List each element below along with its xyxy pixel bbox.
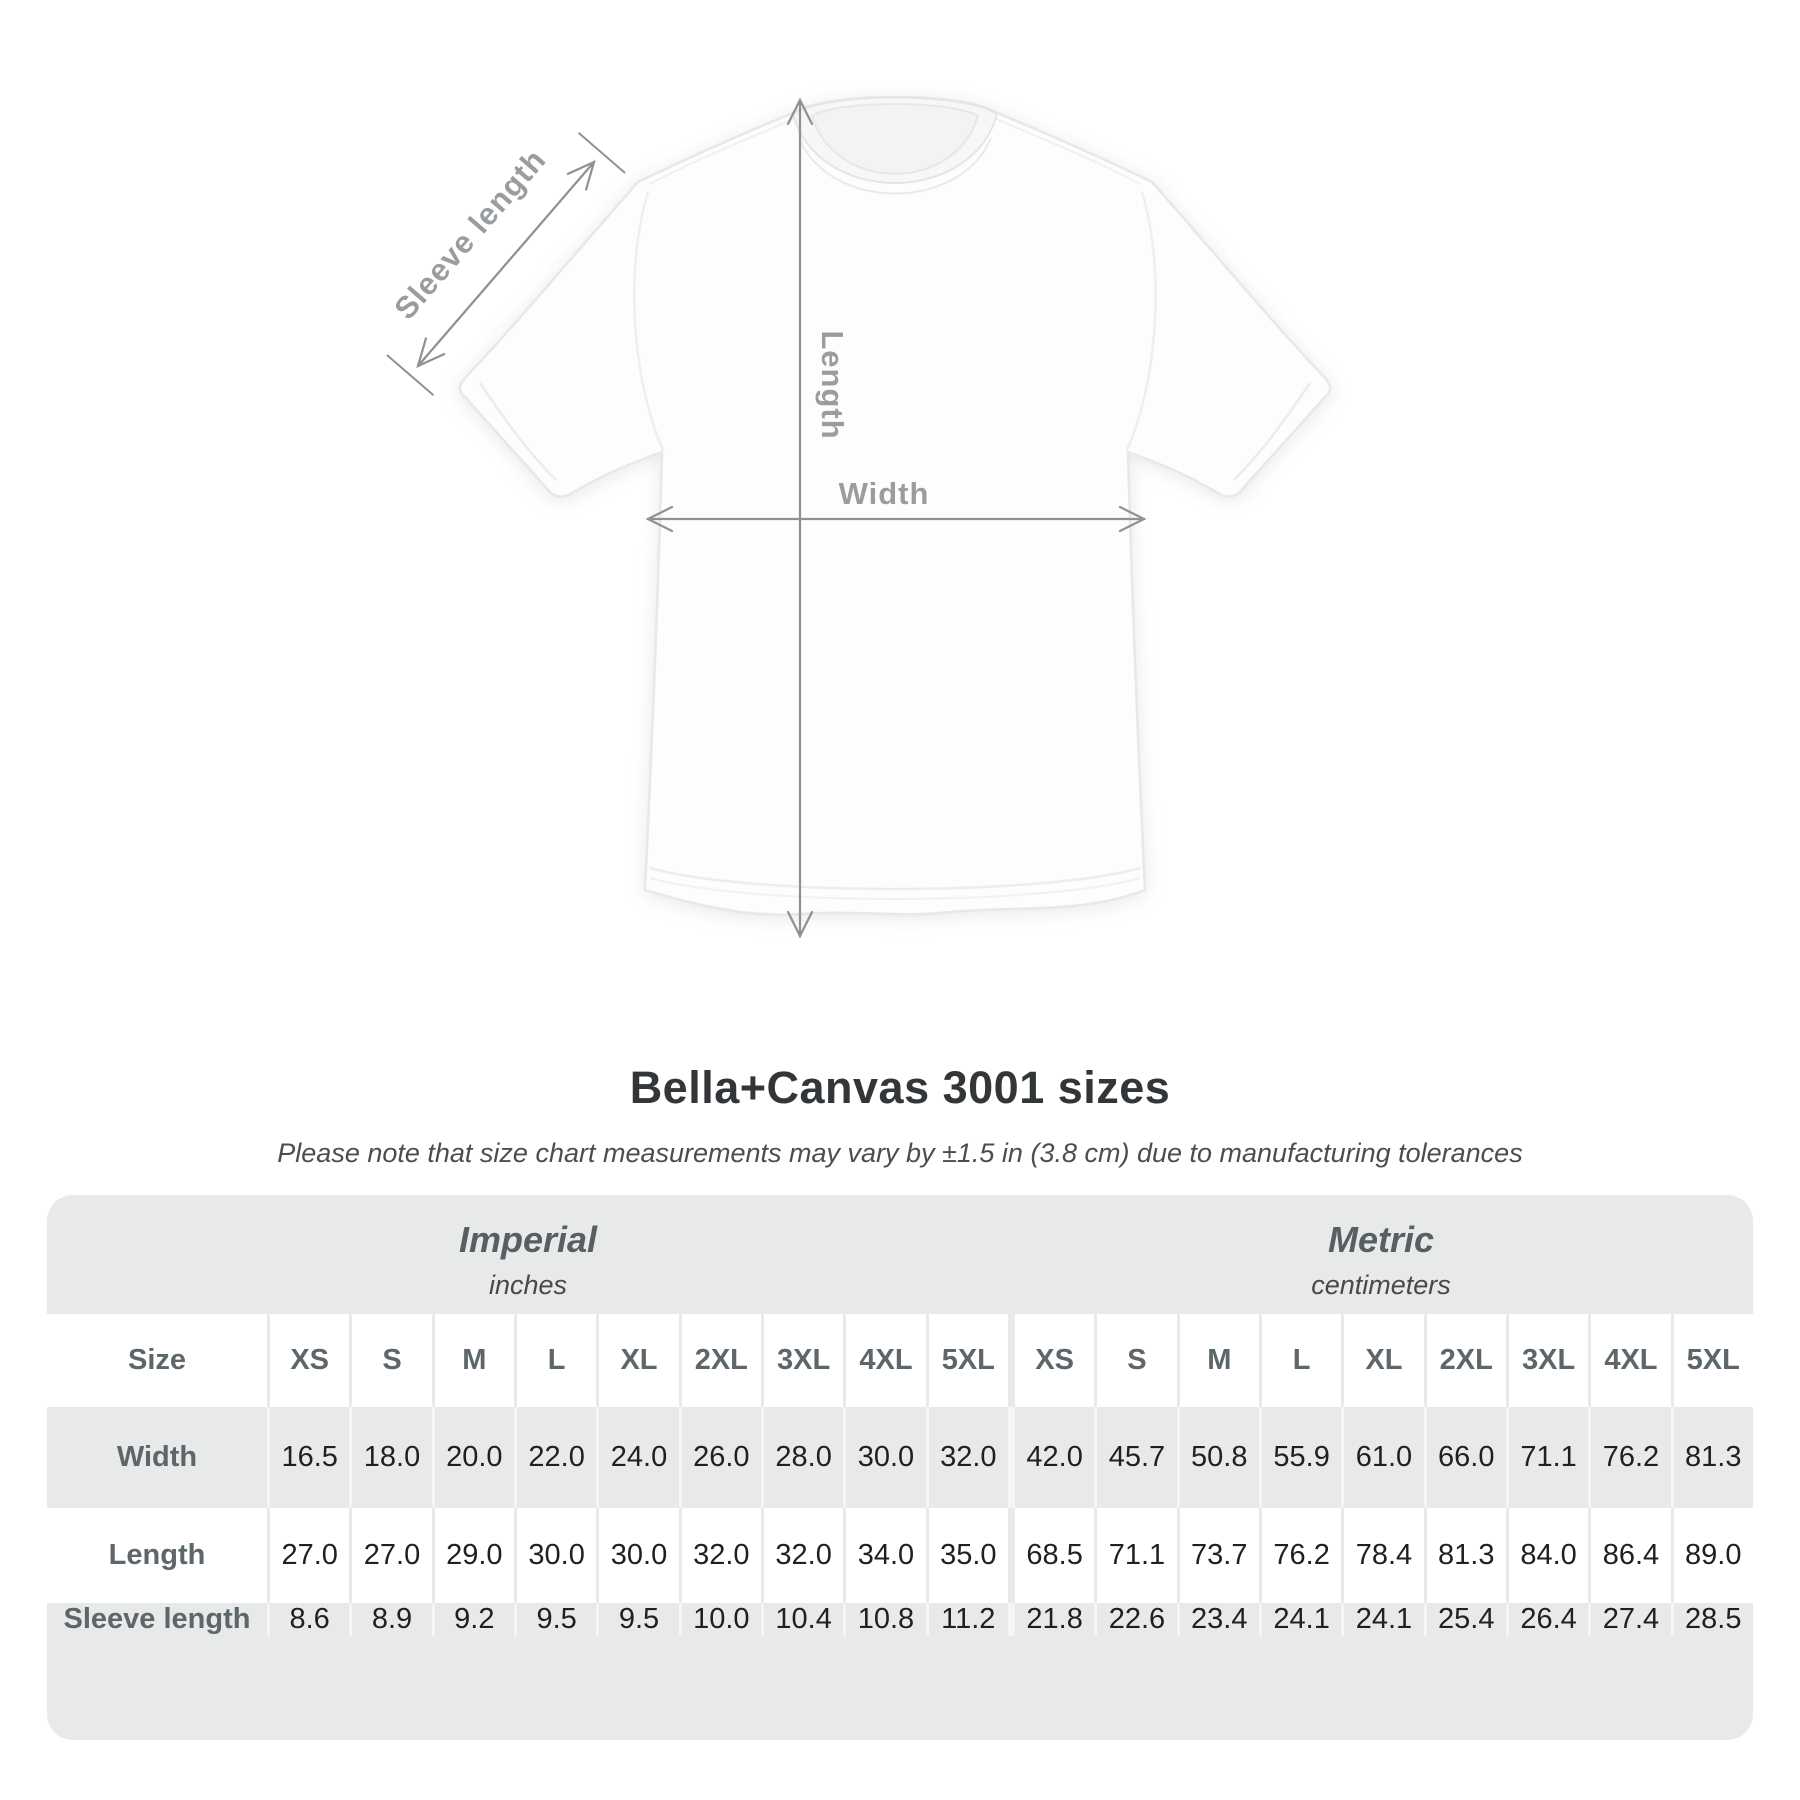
imperial-label: Imperial: [458, 1218, 598, 1260]
measurement-cell: 20.0: [432, 1407, 514, 1508]
measurement-cell: 23.4: [1177, 1603, 1259, 1636]
size-header-cell: 5XL: [926, 1314, 1008, 1407]
length-label: Length: [815, 330, 850, 440]
measurement-cell: 61.0: [1341, 1407, 1423, 1508]
width-label: Width: [838, 476, 930, 511]
measurement-cell: 81.3: [1424, 1508, 1506, 1603]
size-header-cell: S: [349, 1314, 431, 1407]
size-header-cell: 3XL: [761, 1314, 843, 1407]
measurement-cell: 16.5: [267, 1407, 349, 1508]
measurement-cell: 50.8: [1177, 1407, 1259, 1508]
measurement-cell: 25.4: [1424, 1603, 1506, 1636]
measurement-cell: 11.2: [926, 1603, 1008, 1636]
measurement-cell: 32.0: [761, 1508, 843, 1603]
size-header-cell: 2XL: [1424, 1314, 1506, 1407]
measurement-cell: 81.3: [1671, 1407, 1753, 1508]
measurement-cell: 24.1: [1341, 1603, 1423, 1636]
measurement-cell: 32.0: [926, 1407, 1008, 1508]
row-label: Length: [108, 1539, 206, 1571]
unit-header-row: [47, 1195, 1753, 1314]
size-header-cell: XS: [267, 1314, 349, 1407]
measurement-cell: 10.0: [679, 1603, 761, 1636]
measurement-cell: 30.0: [596, 1508, 678, 1603]
measurement-cell: 78.4: [1341, 1508, 1423, 1603]
measurement-cell: 27.0: [349, 1508, 431, 1603]
measurement-cell: 35.0: [926, 1508, 1008, 1603]
table-row: [47, 1508, 1753, 1603]
measurement-cell: 84.0: [1506, 1508, 1588, 1603]
size-header-cell: XL: [1341, 1314, 1423, 1407]
measurement-cell: 34.0: [843, 1508, 925, 1603]
measurement-cell: 86.4: [1588, 1508, 1670, 1603]
measurement-cell: 24.1: [1259, 1603, 1341, 1636]
measurement-cell: 22.6: [1094, 1603, 1176, 1636]
measurement-cell: 30.0: [514, 1508, 596, 1603]
measurement-cell: 76.2: [1588, 1407, 1670, 1508]
size-header-cell: 5XL: [1671, 1314, 1753, 1407]
metric-label: Metric: [1327, 1218, 1435, 1260]
size-column-header: Size: [127, 1344, 187, 1376]
measurement-cell: 18.0: [349, 1407, 431, 1508]
measurement-cell: 66.0: [1424, 1407, 1506, 1508]
measurement-cell: 76.2: [1259, 1508, 1341, 1603]
size-header-cell: 3XL: [1506, 1314, 1588, 1407]
imperial-sublabel: inches: [488, 1269, 568, 1300]
measurement-cell: 29.0: [432, 1508, 514, 1603]
measurement-cell: 21.8: [1008, 1603, 1094, 1636]
size-header-cell: 2XL: [679, 1314, 761, 1407]
measurement-cell: 71.1: [1506, 1407, 1588, 1508]
row-label: Sleeve length: [63, 1603, 251, 1635]
row-label: Width: [116, 1441, 198, 1473]
table-header-row: [47, 1314, 1753, 1407]
size-header-cell: L: [514, 1314, 596, 1407]
size-header-cell: L: [1259, 1314, 1341, 1407]
measurement-cell: 26.4: [1506, 1603, 1588, 1636]
table-row: [47, 1603, 1753, 1636]
measurement-cell: 9.5: [596, 1603, 678, 1636]
measurement-cell: 28.5: [1671, 1603, 1753, 1636]
measurement-cell: 22.0: [514, 1407, 596, 1508]
size-header-cell: S: [1094, 1314, 1176, 1407]
size-table-panel: [47, 1195, 1753, 1740]
metric-unit-header: [1009, 1219, 1753, 1301]
imperial-unit-header: [47, 1219, 1009, 1301]
table-row: [47, 1407, 1753, 1508]
metric-sublabel: centimeters: [1311, 1269, 1451, 1300]
page-title: Bella+Canvas 3001 sizes: [629, 1062, 1171, 1113]
measurement-cell: 42.0: [1008, 1407, 1094, 1508]
size-header-cell: 4XL: [1588, 1314, 1670, 1407]
size-header-cell: M: [432, 1314, 514, 1407]
measurement-cell: 24.0: [596, 1407, 678, 1508]
size-header-cell: XS: [1008, 1314, 1094, 1407]
measurement-cell: 10.8: [843, 1603, 925, 1636]
measurement-cell: 8.9: [349, 1603, 431, 1636]
size-header-cell: 4XL: [843, 1314, 925, 1407]
measurement-cell: 9.5: [514, 1603, 596, 1636]
sleeve-length-label: Sleeve length: [387, 142, 553, 327]
measurement-cell: 27.4: [1588, 1603, 1670, 1636]
measurement-cell: 55.9: [1259, 1407, 1341, 1508]
measurement-cell: 8.6: [267, 1603, 349, 1636]
size-header-cell: M: [1177, 1314, 1259, 1407]
measurement-cell: 26.0: [679, 1407, 761, 1508]
measurement-cell: 9.2: [432, 1603, 514, 1636]
measurement-cell: 30.0: [843, 1407, 925, 1508]
tolerance-note: Please note that size chart measurements may vary by ±1.5 in (3.8 cm) due to manufacturing tolerances: [277, 1138, 1523, 1168]
size-table-grid: [47, 1314, 1753, 1636]
measurement-cell: 27.0: [267, 1508, 349, 1603]
measurement-cell: 32.0: [679, 1508, 761, 1603]
size-header-cell: XL: [596, 1314, 678, 1407]
title-block: [0, 1062, 1800, 1169]
measurement-cell: 73.7: [1177, 1508, 1259, 1603]
measurement-cell: 45.7: [1094, 1407, 1176, 1508]
measurement-cell: 89.0: [1671, 1508, 1753, 1603]
measurement-cell: 28.0: [761, 1407, 843, 1508]
measurement-cell: 68.5: [1008, 1508, 1094, 1603]
measurement-cell: 10.4: [761, 1603, 843, 1636]
measurement-cell: 71.1: [1094, 1508, 1176, 1603]
